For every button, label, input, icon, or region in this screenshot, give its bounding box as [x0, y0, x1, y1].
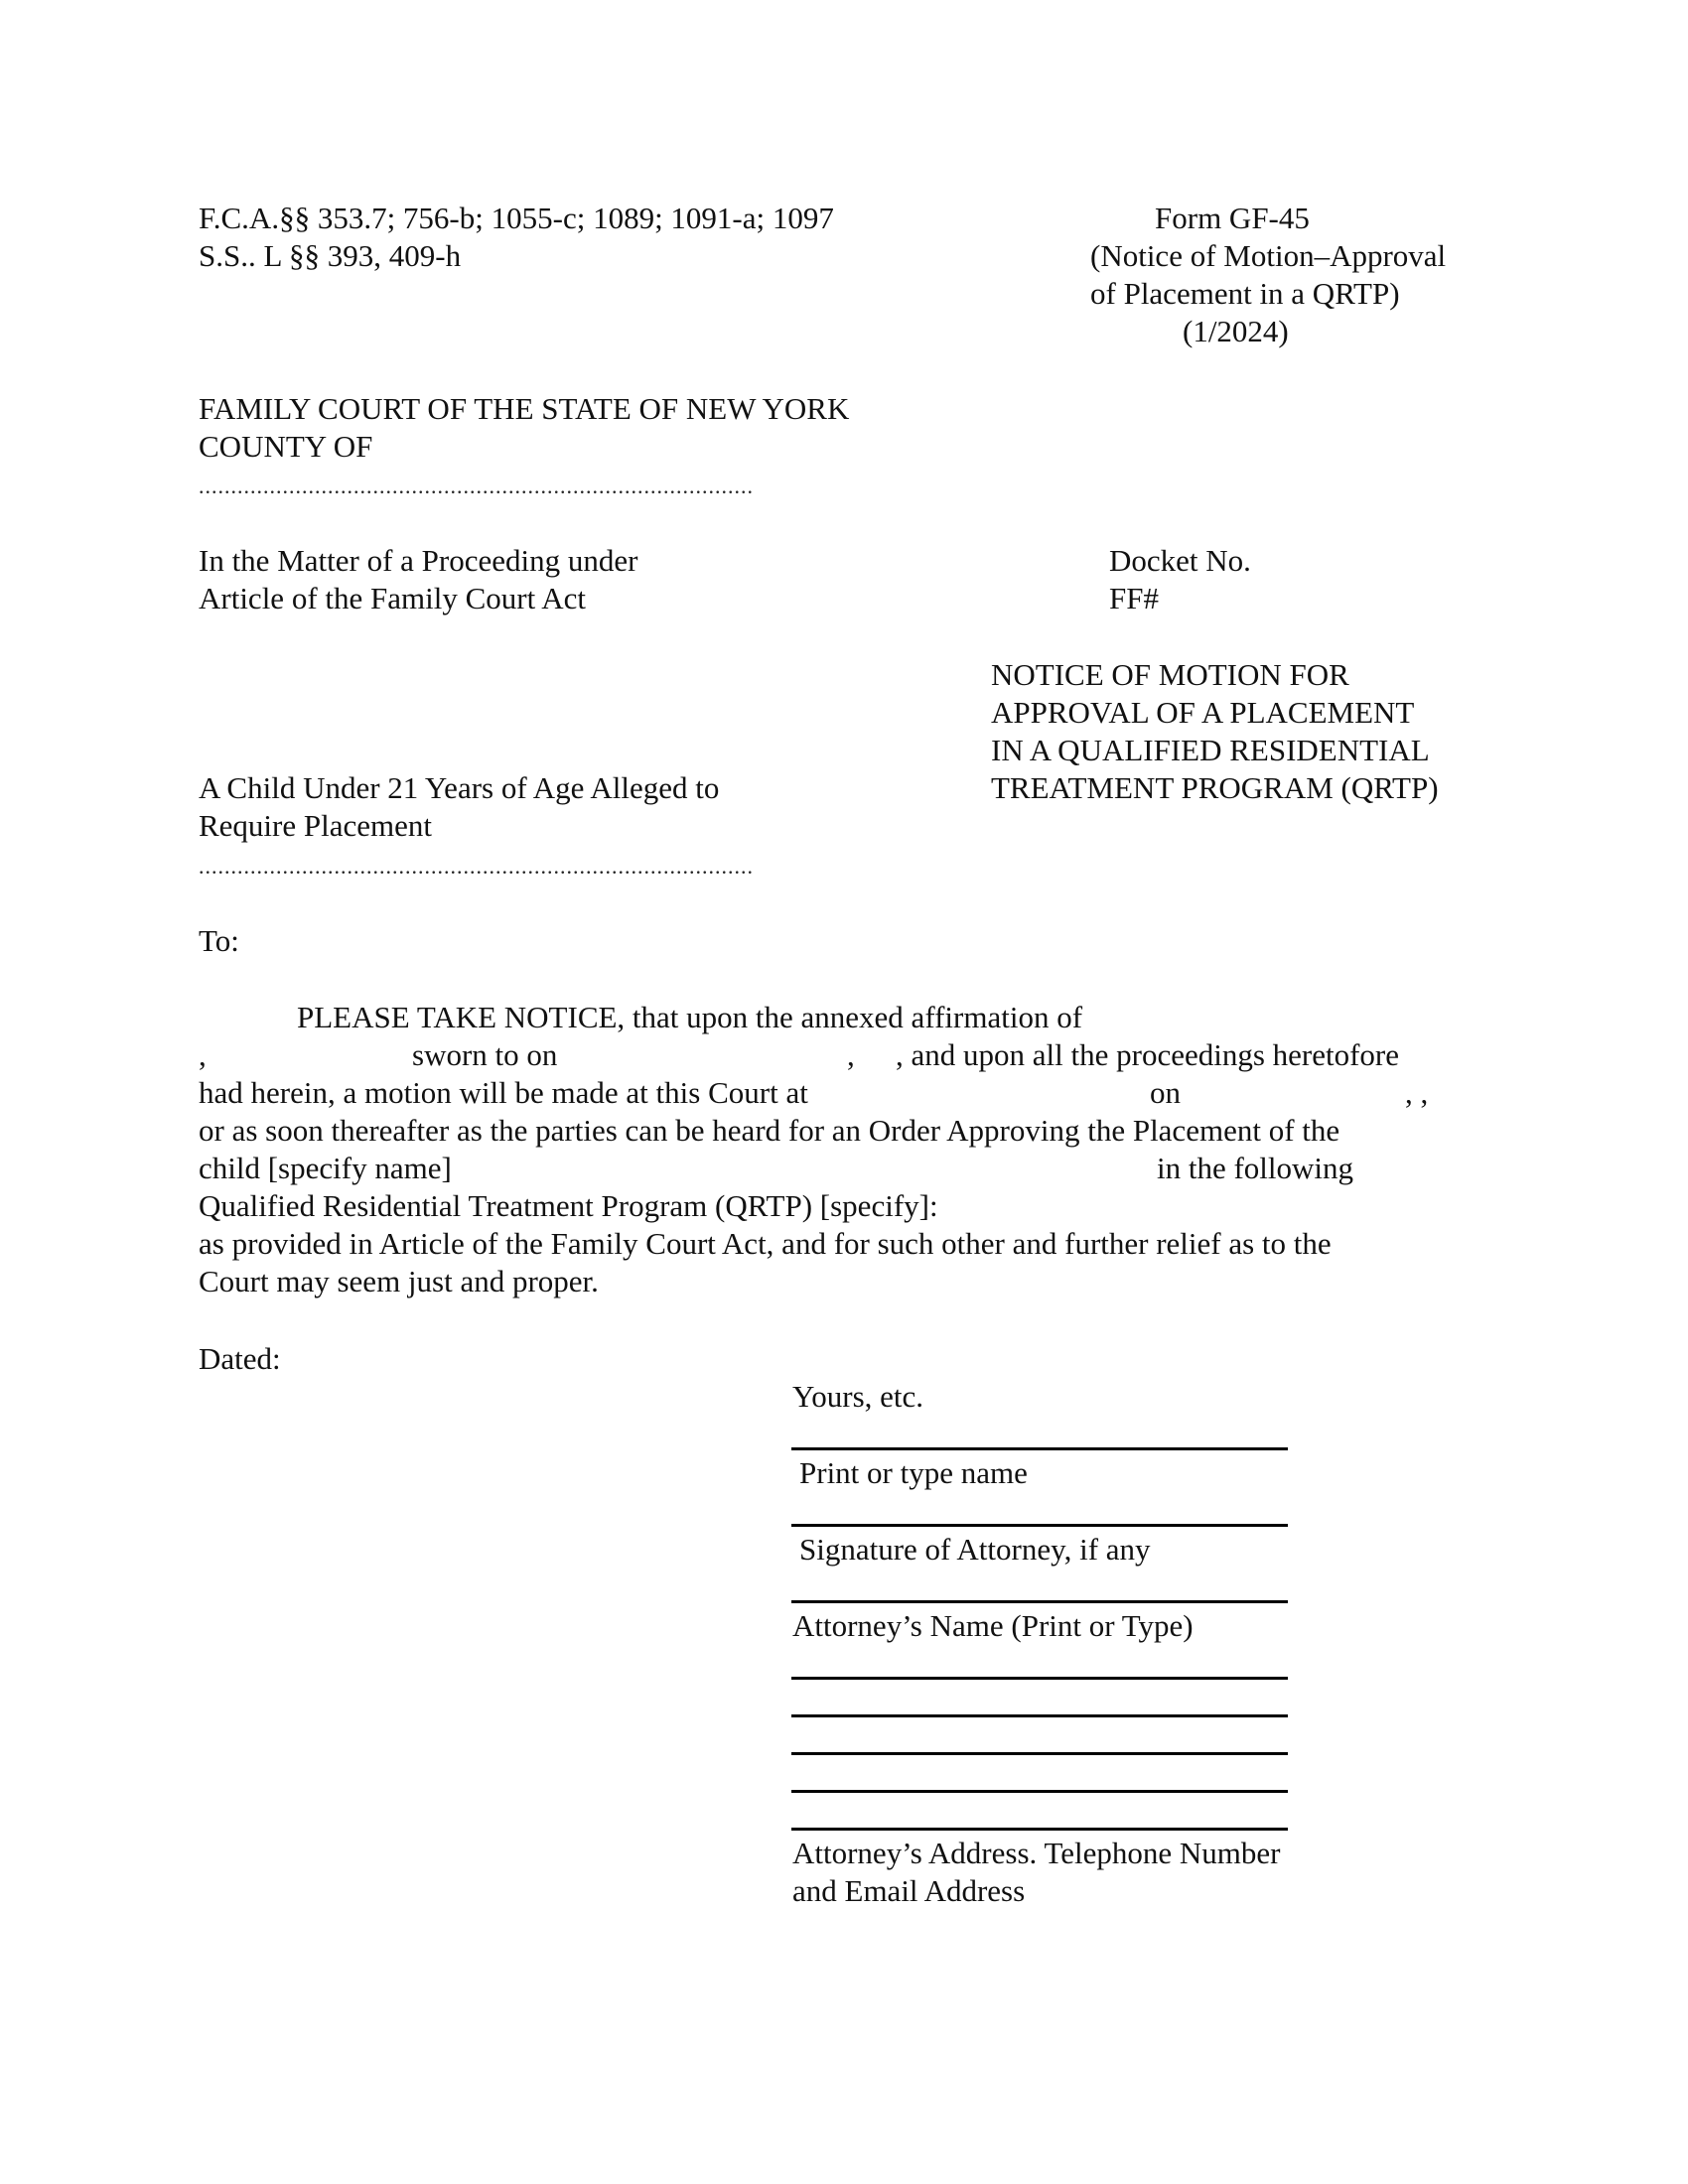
- notice-paragraph-line1: PLEASE TAKE NOTICE, that upon the annexed affirmation of: [297, 1000, 1083, 1034]
- attorney-signature-label: Signature of Attorney, if any: [799, 1532, 1151, 1567]
- print-name-label: Print or type name: [799, 1455, 1028, 1490]
- document-title-line2: APPROVAL OF A PLACEMENT: [991, 695, 1415, 730]
- court-name: FAMILY COURT OF THE STATE OF NEW YORK: [199, 391, 850, 426]
- attorney-address-label-line1: Attorney’s Address. Telephone Number: [792, 1836, 1281, 1870]
- address-line-4: [791, 1790, 1288, 1793]
- statute-reference-line1: F.C.A.§§ 353.7; 756-b; 1055-c; 1089; 1091-a; 1097: [199, 201, 834, 235]
- address-line-2: [791, 1714, 1288, 1717]
- form-date: (1/2024): [1183, 314, 1289, 348]
- notice-paragraph-line8: Court may seem just and proper.: [199, 1264, 599, 1298]
- notice-paragraph-line3: had herein, a motion will be made at this Court at: [199, 1075, 808, 1110]
- county-label: COUNTY OF: [199, 429, 373, 464]
- attorney-address-label-line2: and Email Address: [792, 1873, 1026, 1908]
- child-description-line1: A Child Under 21 Years of Age Alleged to: [199, 770, 720, 805]
- address-line-5: [791, 1828, 1288, 1831]
- attorney-signature-line: [791, 1524, 1288, 1527]
- to-label: To:: [199, 923, 239, 958]
- caption-dotted-separator: ......................................................................................: [199, 854, 754, 879]
- closing-yours: Yours, etc.: [792, 1379, 924, 1414]
- ff-number-label: FF#: [1109, 581, 1159, 615]
- notice-line3-commas: , ,: [1405, 1075, 1429, 1110]
- notice-line5-rest: in the following: [1157, 1151, 1354, 1185]
- notice-line2-sworn: sworn to on: [412, 1037, 558, 1072]
- notice-paragraph-line6: Qualified Residential Treatment Program (QRTP) [specify]:: [199, 1188, 938, 1223]
- document-title-line3: IN A QUALIFIED RESIDENTIAL: [991, 733, 1430, 767]
- address-line-1: [791, 1677, 1288, 1680]
- notice-line2-comma2: ,: [847, 1037, 855, 1072]
- statute-reference-line2: S.S.. L §§ 393, 409-h: [199, 238, 462, 273]
- form-number: Form GF-45: [1155, 201, 1310, 235]
- document-title-line4: TREATMENT PROGRAM (QRTP): [991, 770, 1439, 805]
- notice-paragraph-line5: child [specify name]: [199, 1151, 452, 1185]
- notice-line2-rest: , and upon all the proceedings heretofore: [896, 1037, 1400, 1072]
- attorney-name-line: [791, 1600, 1288, 1603]
- notice-paragraph-line7: as provided in Article of the Family Court Act, and for such other and further relief as to the: [199, 1226, 1332, 1261]
- form-description-line1: (Notice of Motion–Approval: [1090, 238, 1447, 273]
- attorney-name-label: Attorney’s Name (Print or Type): [792, 1608, 1194, 1643]
- form-description-line2: of Placement in a QRTP): [1090, 276, 1400, 311]
- matter-line2: Article of the Family Court Act: [199, 581, 587, 615]
- address-line-3: [791, 1752, 1288, 1755]
- child-description-line2: Require Placement: [199, 808, 432, 843]
- notice-paragraph-line4: or as soon thereafter as the parties can be heard for an Order Approving the Placement of the: [199, 1113, 1340, 1148]
- document-title-line1: NOTICE OF MOTION FOR: [991, 657, 1349, 692]
- print-name-line: [791, 1447, 1288, 1450]
- court-dotted-separator: ......................................................................................: [199, 474, 754, 498]
- matter-line1: In the Matter of a Proceeding under: [199, 543, 638, 578]
- dated-label: Dated:: [199, 1341, 281, 1376]
- docket-number-label: Docket No.: [1109, 543, 1251, 578]
- notice-line3-on: on: [1150, 1075, 1181, 1110]
- notice-line2-comma: ,: [199, 1037, 207, 1072]
